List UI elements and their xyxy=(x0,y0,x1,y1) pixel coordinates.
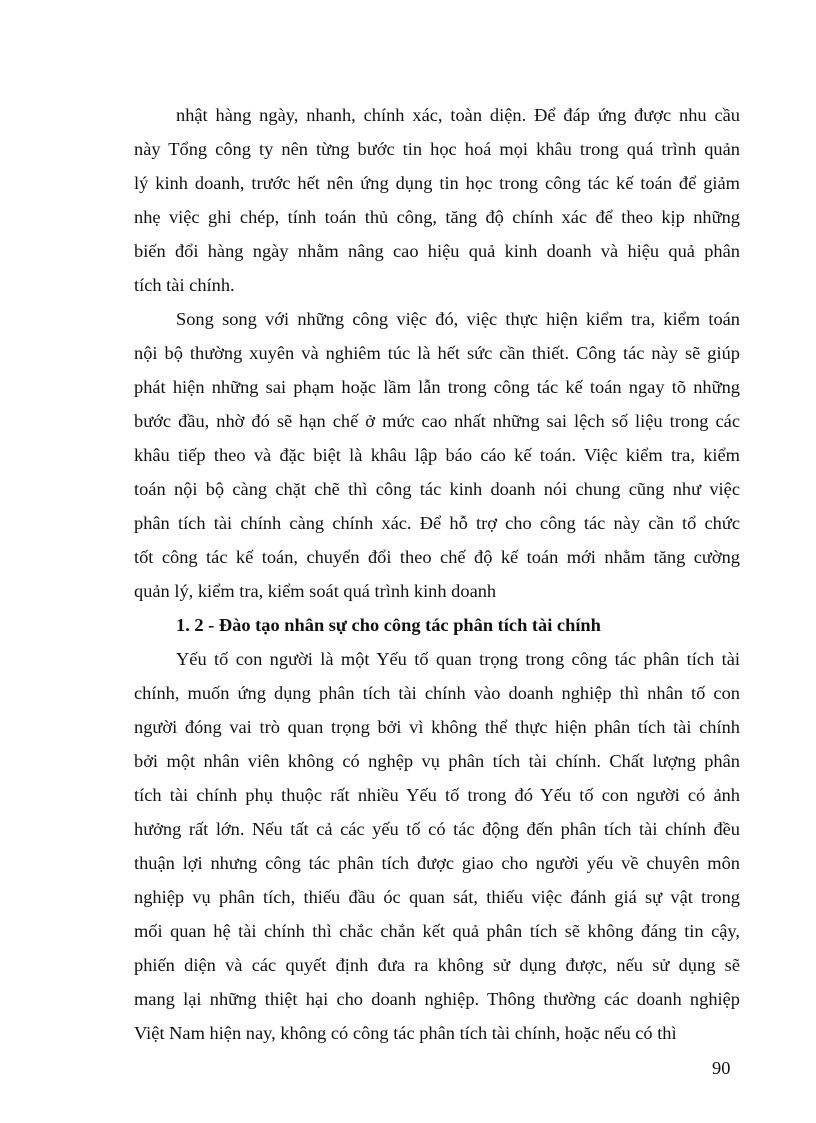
text-line: mối quan hệ tài chính thì chắc chắn kết quả phân tích sẽ không đáng tin cậy, xyxy=(134,921,740,941)
text-line: người đóng vai trò quan trọng bởi vì không thể thực hiện phân tích tài chính xyxy=(134,717,740,737)
text-line: hưởng rất lớn. Nếu tất cả các yếu tố có tác động đến phân tích tài chính đều xyxy=(134,819,740,839)
text-line: biến đổi hàng ngày nhằm nâng cao hiệu quả kinh doanh và hiệu quả phân xyxy=(134,241,740,261)
text-line: tích tài chính. xyxy=(134,275,235,295)
text-line: Việt Nam hiện nay, không có công tác phân tích tài chính, hoặc nếu có thì xyxy=(134,1023,677,1043)
text-line: phát hiện những sai phạm hoặc lầm lẫn trong công tác kế toán ngay tõ những xyxy=(134,377,740,397)
text-line: nhẹ việc ghi chép, tính toán thủ công, tăng độ chính xác để theo kịp những xyxy=(134,207,740,227)
text-line: Song song với những công việc đó, việc thực hiện kiểm tra, kiểm toán xyxy=(176,309,740,329)
text-line: phân tích tài chính càng chính xác. Để hỗ trợ cho công tác này cần tổ chức xyxy=(134,513,740,533)
section-heading: 1. 2 - Đào tạo nhân sự cho công tác phân tích tài chính xyxy=(176,615,601,635)
text-line: mang lại những thiệt hại cho doanh nghiệp. Thông thường các doanh nghiệp xyxy=(134,989,740,1009)
text-line: nội bộ thường xuyên và nghiêm túc là hết sức cần thiết. Công tác này sẽ giúp xyxy=(134,343,740,363)
text-line: khâu tiếp theo và đặc biệt là khâu lập báo cáo kế toán. Việc kiểm tra, kiểm xyxy=(134,445,740,465)
text-line: lý kinh doanh, trước hết nên ứng dụng tin học trong công tác kế toán để giảm xyxy=(134,173,740,193)
paragraph-1 xyxy=(134,98,740,302)
text-line: thuận lợi nhưng công tác phân tích được giao cho người yếu về chuyên môn xyxy=(134,853,740,873)
text-line: phiến diện và các quyết định đưa ra không sử dụng được, nếu sử dụng sẽ xyxy=(134,955,740,975)
text-line: Yếu tố con người là một Yếu tố quan trọng trong công tác phân tích tài xyxy=(176,649,740,669)
paragraph-3 xyxy=(134,642,740,1050)
text-line: nghiệp vụ phân tích, thiếu đầu óc quan sát, thiếu việc đánh giá sự vật trong xyxy=(134,887,740,907)
paragraph-2 xyxy=(134,302,740,608)
text-line: quản lý, kiểm tra, kiểm soát quá trình kinh doanh xyxy=(134,581,497,601)
text-line: tốt công tác kế toán, chuyển đổi theo chế độ kế toán mới nhằm tăng cường xyxy=(134,547,740,567)
text-line: tích tài chính phụ thuộc rất nhiều Yếu tố trong đó Yếu tố con người có ảnh xyxy=(134,785,740,805)
text-line: nhật hàng ngày, nhanh, chính xác, toàn diện. Để đáp ứng được nhu cầu xyxy=(176,105,740,125)
text-line: toán nội bộ càng chặt chẽ thì công tác kinh doanh nói chung cũng như việc xyxy=(134,479,740,499)
text-line: bước đầu, nhờ đó sẽ hạn chế ở mức cao nhất những sai lệch số liệu trong các xyxy=(134,411,740,431)
page-number: 90 xyxy=(712,1058,731,1078)
text-line: bởi một nhân viên không có nghệp vụ phân tích tài chính. Chất lượng phân xyxy=(134,751,740,771)
text-line: chính, muốn ứng dụng phân tích tài chính vào doanh nghiệp thì nhân tố con xyxy=(134,683,740,703)
text-line: này Tổng công ty nên từng bước tin học hoá mọi khâu trong quá trình quản xyxy=(134,139,740,159)
body-text xyxy=(134,98,740,1050)
